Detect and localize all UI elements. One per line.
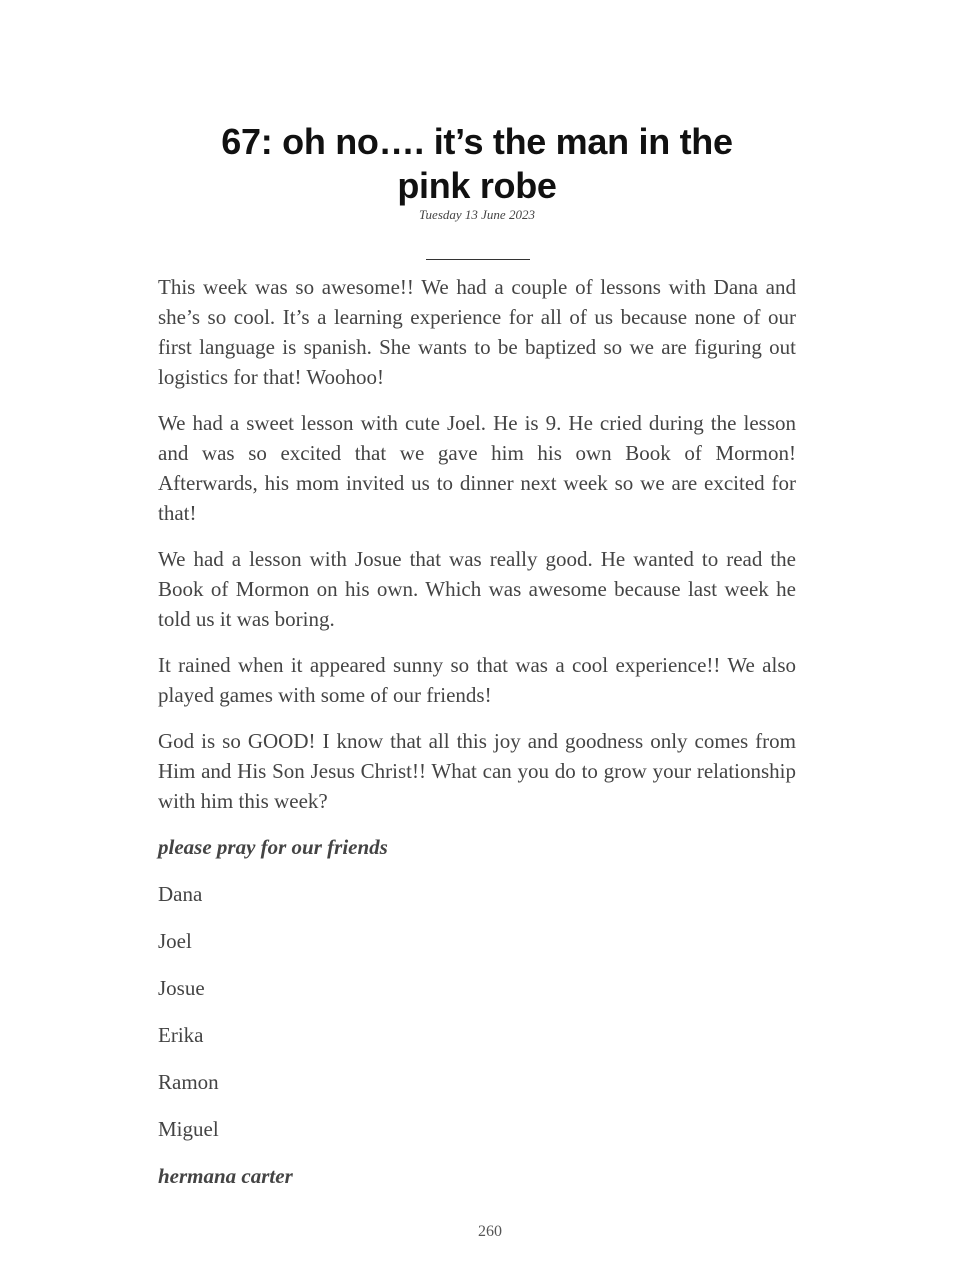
paragraph: We had a sweet lesson with cute Joel. He is 9. He cried during the lesson and was so excited that we gave him his own Book of Mormon! Afterwards, his mom invited us to dinner next week so we are excited for that! bbox=[158, 411, 796, 525]
paragraph: God is so GOOD! I know that all this joy and goodness only comes from Him and His Son Jesus Christ!! What can you do to grow your relationship with him this week? bbox=[158, 729, 796, 813]
paragraph: This week was so awesome!! We had a couple of lessons with Dana and she’s so cool. It’s a learning experience for all of us because none of our first language is spanish. She wants to be baptized so we are figuring out logistics for that! Woohoo! bbox=[158, 275, 796, 389]
prayer-heading: please pray for our friends bbox=[158, 835, 388, 859]
friend-name: Joel bbox=[158, 929, 192, 953]
chapter-date: Tuesday 13 June 2023 bbox=[419, 207, 535, 222]
paragraph: We had a lesson with Josue that was really good. He wanted to read the Book of Mormon on his own. Which was awesome because last week he told us it was boring. bbox=[158, 547, 796, 631]
paragraph: It rained when it appeared sunny so that was a cool experience!! We also played games with some of our friends! bbox=[158, 653, 796, 707]
chapter-body bbox=[158, 272, 796, 1208]
friend-name: Josue bbox=[158, 976, 205, 1000]
friend-name: Dana bbox=[158, 882, 203, 906]
signature: hermana carter bbox=[158, 1164, 293, 1188]
chapter-title: 67: oh no…. it’s the man in the pink robe bbox=[221, 121, 733, 206]
friend-name: Erika bbox=[158, 1023, 204, 1047]
page-number: 260 bbox=[478, 1223, 502, 1240]
friend-name: Ramon bbox=[158, 1070, 219, 1094]
friend-name: Miguel bbox=[158, 1117, 219, 1141]
title-separator bbox=[426, 259, 530, 260]
